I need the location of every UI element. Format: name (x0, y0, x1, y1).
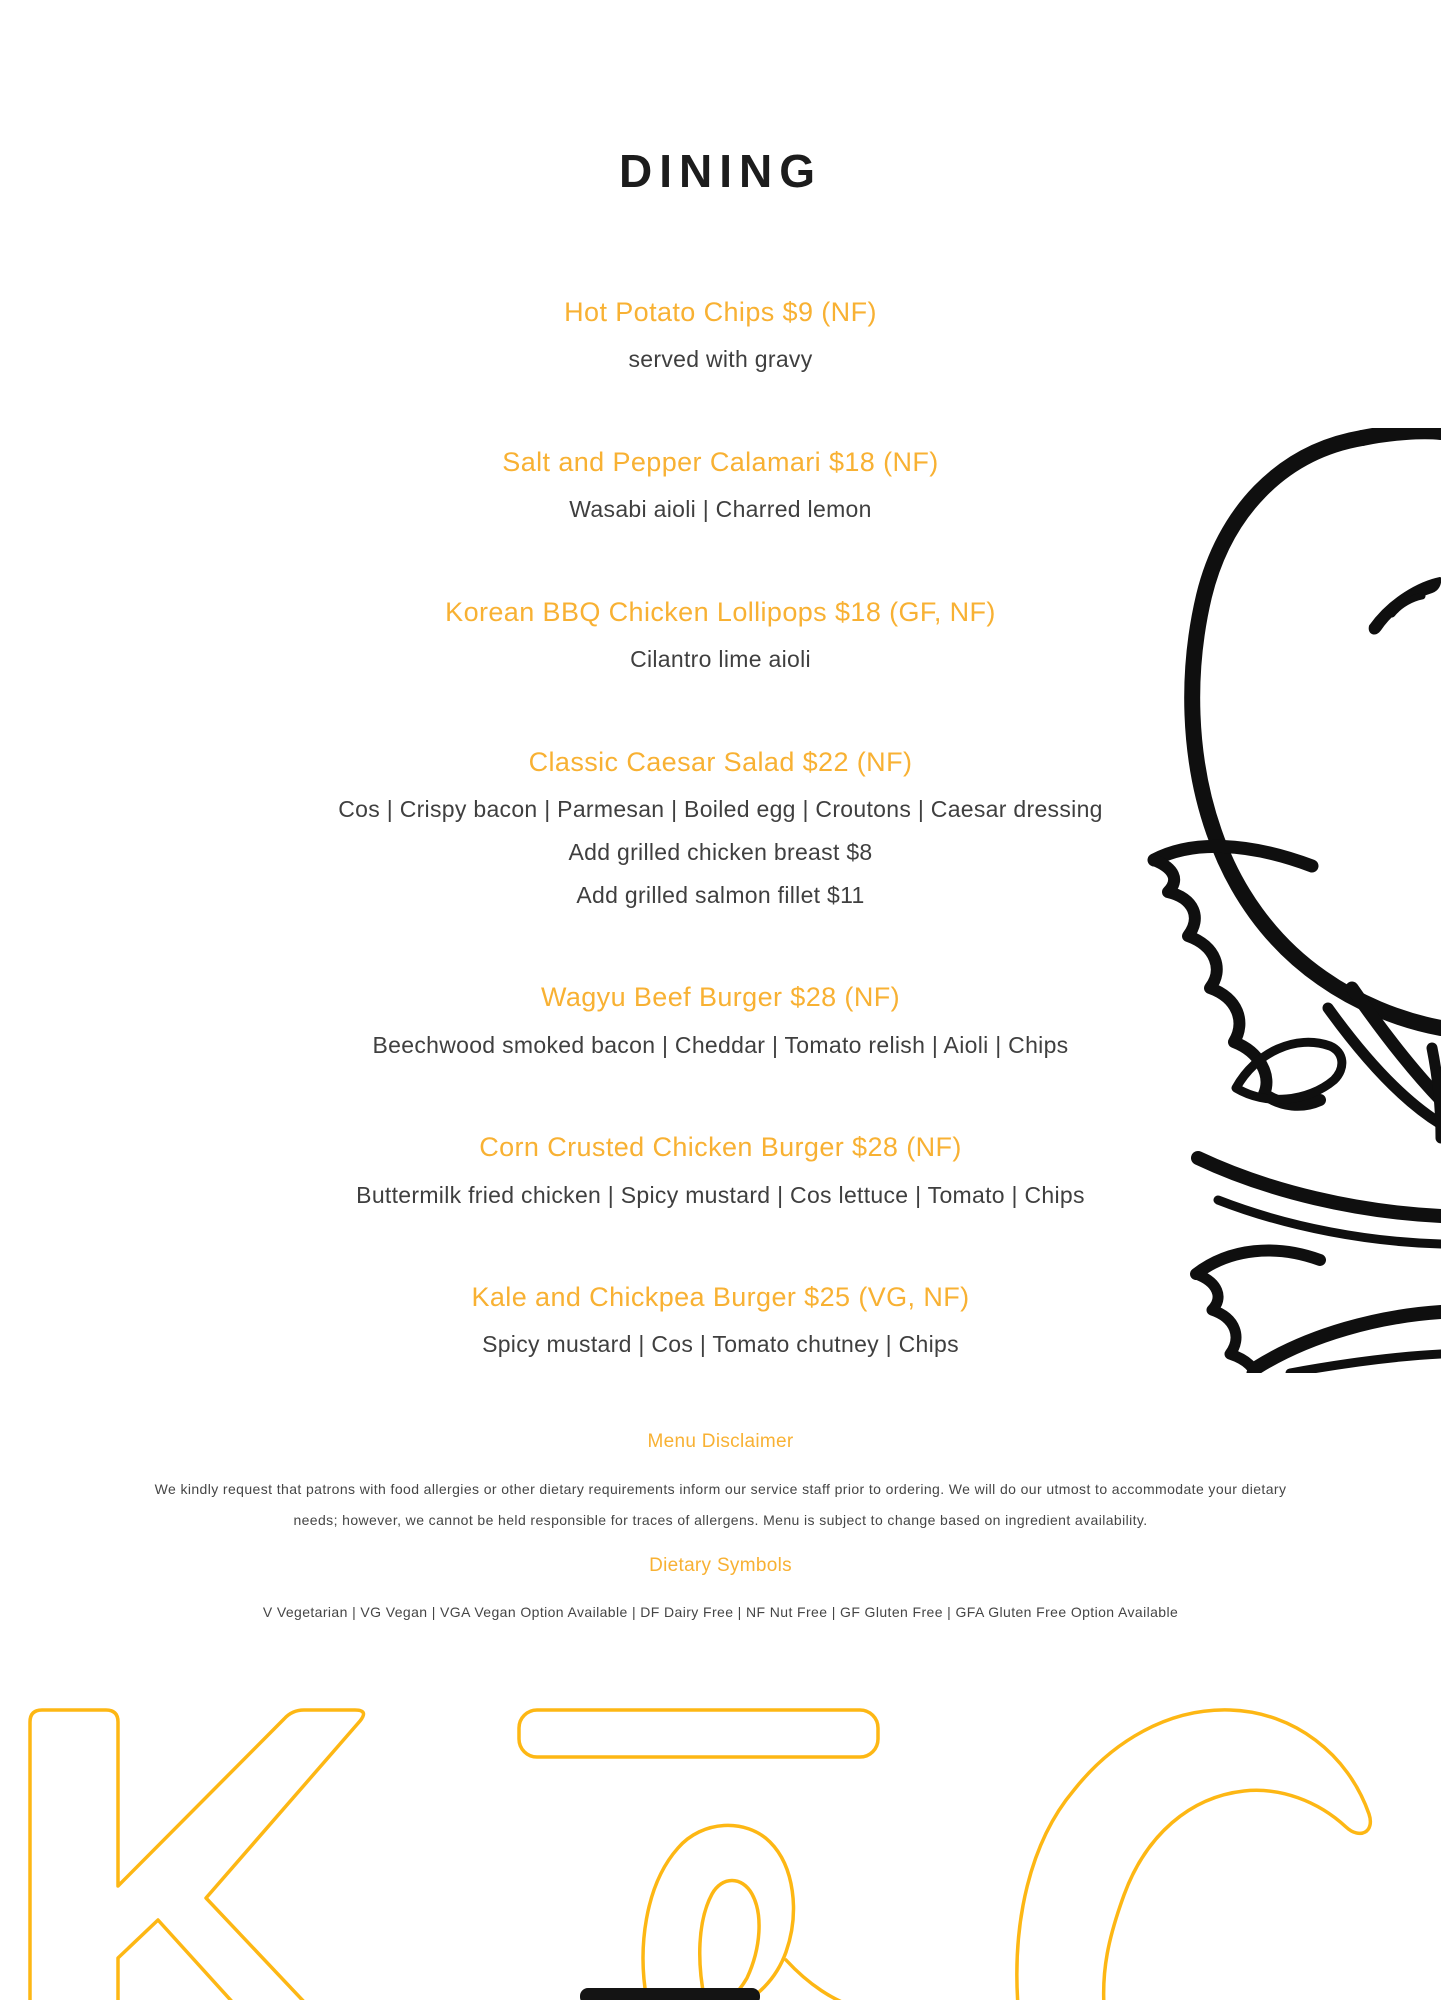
logo-c-letter (1017, 1710, 1370, 2000)
menu-item (0, 446, 1441, 524)
menu-item-heading: Corn Crusted Chicken Burger $28 (NF) (479, 1132, 962, 1163)
disclaimer-line-1: We kindly request that patrons with food allergies or other dietary requirements inform our service staff prior to ordering. We will do our utmost to accommodate your dietary (154, 1480, 1287, 1497)
menu-item-detail: Spicy mustard | Cos | Tomato chutney | Chips (482, 1331, 959, 1358)
menu-item-heading: Hot Potato Chips $9 (NF) (564, 297, 877, 327)
menu-item-heading: Salt and Pepper Calamari $18 (NF) (502, 446, 939, 477)
logo-bar (519, 1710, 878, 1757)
menu-item (0, 746, 1441, 909)
menu-item-detail: Beechwood smoked bacon | Cheddar | Tomato relish | Aioli | Chips (372, 1031, 1069, 1058)
menu-item (0, 296, 1441, 374)
disclaimer-heading: Menu Disclaimer (647, 1431, 794, 1453)
dietary-heading: Dietary Symbols (649, 1555, 792, 1577)
menu-disclaimer-section (0, 1431, 1441, 1528)
menu-item-heading: Kale and Chickpea Burger $25 (VG, NF) (471, 1282, 970, 1313)
photo-edge (580, 1988, 760, 2000)
logo-k-letter (30, 1710, 364, 2000)
menu-item-detail: Cos | Crispy bacon | Parmesan | Boiled egg | Croutons | Caesar dressing (338, 796, 1103, 823)
disclaimer-line-2: needs; however, we cannot be held responsible for traces of allergens. Menu is subject to change based on ingredient availability. (293, 1511, 1148, 1528)
menu-item (0, 596, 1441, 674)
menu-item-detail: served with gravy (628, 346, 813, 373)
menu-item-detail: Add grilled salmon fillet $11 (576, 881, 865, 908)
menu-item (0, 1131, 1441, 1209)
menu-item-detail: Add grilled chicken breast $8 (568, 838, 873, 865)
menu-list (0, 296, 1441, 1359)
menu-item-detail: Wasabi aioli | Charred lemon (569, 496, 872, 523)
logo-ampersand (643, 1825, 852, 2000)
menu-item-detail: Buttermilk fried chicken | Spicy mustard | Cos lettuce | Tomato | Chips (356, 1181, 1085, 1208)
menu-item-heading: Korean BBQ Chicken Lollipops $18 (GF, NF) (445, 596, 996, 627)
menu-item-heading: Wagyu Beef Burger $28 (NF) (540, 982, 901, 1013)
logo-monogram (0, 1700, 1441, 2000)
menu-item-detail: Cilantro lime aioli (630, 646, 811, 673)
menu-item (0, 981, 1441, 1059)
dietary-symbols-line: V Vegetarian | VG Vegan | VGA Vegan Option Available | DF Dairy Free | NF Nut Free | GF Gluten Free | GFA Gluten Free Option Available (262, 1604, 1179, 1621)
menu-item-heading: Classic Caesar Salad $22 (NF) (528, 746, 913, 777)
page-title: DINING (619, 145, 822, 197)
menu-item (0, 1281, 1441, 1359)
dietary-symbols-section (0, 1555, 1441, 1621)
